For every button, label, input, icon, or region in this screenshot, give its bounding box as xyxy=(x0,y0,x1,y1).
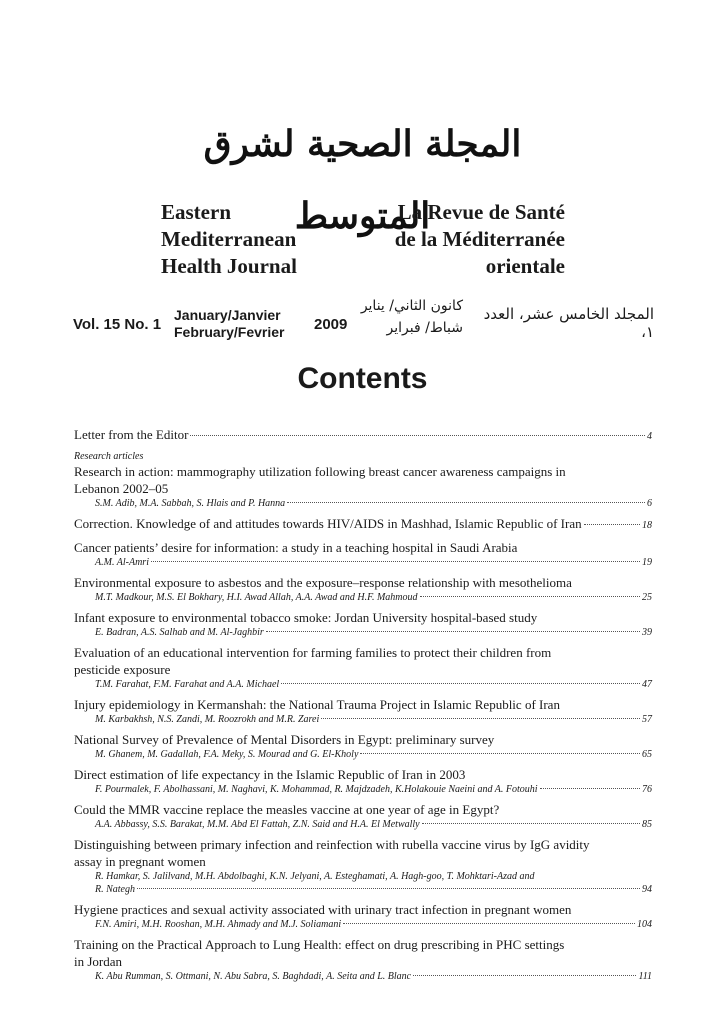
section-label: Research articles xyxy=(74,451,144,462)
toc-entry-title: in Jordan xyxy=(74,954,123,969)
toc-entry[interactable] xyxy=(74,801,652,831)
toc-entry-authors: A.A. Abbassy, S.S. Barakat, M.M. Abd El Fattah, Z.N. Said and H.A. El Metwally xyxy=(95,819,420,830)
journal-title-french-line: orientale xyxy=(485,254,565,278)
dot-leader xyxy=(137,888,640,889)
toc-entry-title: pesticide exposure xyxy=(74,662,171,677)
toc-page-number: 18 xyxy=(642,520,652,531)
toc-entry-authors: T.M. Farahat, F.M. Farahat and A.A. Michael xyxy=(95,679,280,690)
toc-page-number: 39 xyxy=(642,627,652,638)
toc-entry-authors: M. Karbakhsh, N.S. Zandi, M. Roozrokh and M.R. Zarei xyxy=(95,714,320,725)
toc-page-number: 94 xyxy=(642,884,652,895)
toc-entry-letter[interactable] xyxy=(74,426,652,445)
toc-entry[interactable] xyxy=(74,836,652,896)
toc-entry-title: National Survey of Prevalence of Mental Disorders in Egypt: preliminary survey xyxy=(74,732,495,747)
journal-title-french-line: de la Méditerranée xyxy=(394,227,565,251)
toc-entry-title: Injury epidemiology in Kermanshah: the National Trauma Project in Islamic Republic of Iran xyxy=(74,697,560,712)
issue-month-line: January/Janvier xyxy=(174,307,281,323)
toc-entry-title: Distinguishing between primary infection and reinfection with rubella vaccine virus by IgG avidity xyxy=(74,837,590,852)
toc-entry-authors: A.M. Al-Amri xyxy=(95,557,149,568)
toc-entry[interactable] xyxy=(74,574,652,604)
toc-entry[interactable] xyxy=(74,731,652,761)
toc-entry[interactable] xyxy=(74,644,652,691)
toc-entry-authors: M. Ghanem, M. Gadallah, F.A. Meky, S. Mourad and G. El-Kholy xyxy=(95,749,359,760)
dot-leader xyxy=(422,823,640,824)
dot-leader xyxy=(420,596,641,597)
toc-entry-title: Research in action: mammography utilization following breast cancer awareness campaigns in xyxy=(74,464,566,479)
toc-entry[interactable] xyxy=(74,539,652,569)
dot-leader xyxy=(321,718,640,719)
dot-leader xyxy=(540,788,640,789)
journal-title-french xyxy=(395,199,565,280)
arabic-month-line: شباط/ فبراير xyxy=(386,320,463,336)
toc-entry-authors: K. Abu Rumman, S. Ottmani, N. Abu Sabra, S. Baghdadi, A. Seita and L. Blanc xyxy=(95,971,412,982)
journal-title-english-line: Mediterranean xyxy=(161,227,297,251)
journal-title-english-line: Eastern xyxy=(161,200,231,224)
toc-entry-authors: R. Hamkar, S. Jalilvand, M.H. Abdolbaghi, K.N. Jelyani, A. Esteghamati, A. Hagh-goo, T. Mohktari-Azad and xyxy=(95,871,535,882)
issue-year: 2009 xyxy=(314,316,348,333)
dot-leader xyxy=(266,631,640,632)
journal-title-english xyxy=(161,199,297,280)
toc-page-number: 47 xyxy=(642,679,652,690)
toc-entry-authors: S.M. Adib, M.A. Sabbah, S. Hlais and P. Hanna xyxy=(95,498,286,509)
toc-page-number: 111 xyxy=(638,971,652,982)
journal-title-french-line: La Revue de Santé xyxy=(397,200,565,224)
toc-page-number: 104 xyxy=(637,919,652,930)
toc-entry[interactable] xyxy=(74,766,652,796)
toc-page-number: 65 xyxy=(642,749,652,760)
dot-leader xyxy=(190,435,645,436)
toc-page-number: 76 xyxy=(642,784,652,795)
toc-page-number: 25 xyxy=(642,592,652,603)
arabic-month-line: كانون الثاني/ يناير xyxy=(360,298,463,314)
arabic-issue-months xyxy=(345,295,463,339)
toc-entry[interactable] xyxy=(74,936,652,983)
toc-entry-title: assay in pregnant women xyxy=(74,854,206,869)
toc-entry[interactable] xyxy=(74,515,652,534)
table-of-contents xyxy=(74,426,652,988)
dot-leader xyxy=(343,923,635,924)
dot-leader xyxy=(360,753,640,754)
dot-leader xyxy=(287,502,645,503)
arabic-journal-title: المجلة الصحية لشرق المتوسط xyxy=(203,123,522,237)
toc-page-number: 19 xyxy=(642,557,652,568)
arabic-volume-number: المجلد الخامس عشر، العدد ١، xyxy=(483,305,654,341)
toc-entry-title: Correction. Knowledge of and attitudes towards HIV/AIDS in Mashhad, Islamic Republic of Iran xyxy=(74,516,582,531)
toc-page-number: 85 xyxy=(642,819,652,830)
toc-page-number: 57 xyxy=(642,714,652,725)
toc-entry-title: Letter from the Editor xyxy=(74,427,189,442)
journal-title-english-line: Health Journal xyxy=(161,254,297,278)
dot-leader xyxy=(413,975,636,976)
toc-entry[interactable] xyxy=(74,463,652,510)
toc-entry[interactable] xyxy=(74,696,652,726)
dot-leader xyxy=(281,683,640,684)
toc-entry[interactable] xyxy=(74,901,652,931)
toc-entry-title: Direct estimation of life expectancy in the Islamic Republic of Iran in 2003 xyxy=(74,767,466,782)
toc-entry[interactable] xyxy=(74,609,652,639)
dot-leader xyxy=(151,561,640,562)
toc-entry-title: Could the MMR vaccine replace the measles vaccine at one year of age in Egypt? xyxy=(74,802,500,817)
dot-leader xyxy=(584,524,640,525)
issue-month-line: February/Fevrier xyxy=(174,324,285,340)
issue-months xyxy=(174,307,285,341)
toc-entry-title: Environmental exposure to asbestos and the exposure–response relationship with mesothelioma xyxy=(74,575,572,590)
toc-entry-title: Lebanon 2002–05 xyxy=(74,481,169,496)
toc-entry-title: Training on the Practical Approach to Lung Health: effect on drug prescribing in PHC settings xyxy=(74,937,565,952)
toc-entry-title: Evaluation of an educational intervention for farming families to protect their children from xyxy=(74,645,552,660)
volume-number: Vol. 15 No. 1 xyxy=(73,316,162,333)
toc-entry-title: Cancer patients’ desire for information: a study in a teaching hospital in Saudi Arabia xyxy=(74,540,518,555)
toc-entry-title: Hygiene practices and sexual activity associated with urinary tract infection in pregnant women xyxy=(74,902,572,917)
toc-entry-authors: F.N. Amiri, M.H. Rooshan, M.H. Ahmady and M.J. Soliamani xyxy=(95,919,342,930)
contents-heading: Contents xyxy=(297,362,428,395)
toc-entry-title: Infant exposure to environmental tobacco smoke: Jordan University hospital-based study xyxy=(74,610,538,625)
toc-page-number: 6 xyxy=(647,498,652,509)
toc-entry-authors: R. Nategh xyxy=(95,884,135,895)
toc-entry-authors: M.T. Madkour, M.S. El Bokhary, H.I. Awad Allah, A.A. Awad and H.F. Mahmoud xyxy=(95,592,418,603)
toc-entry-authors: E. Badran, A.S. Salhab and M. Al-Jaghbir xyxy=(95,627,264,638)
toc-entry-authors: F. Pourmalek, F. Abolhassani, M. Naghavi, K. Mohammad, R. Majdzadeh, K.Holakouie Naeini and A. Fotouhi xyxy=(95,784,538,795)
toc-page-number: 4 xyxy=(647,431,652,442)
